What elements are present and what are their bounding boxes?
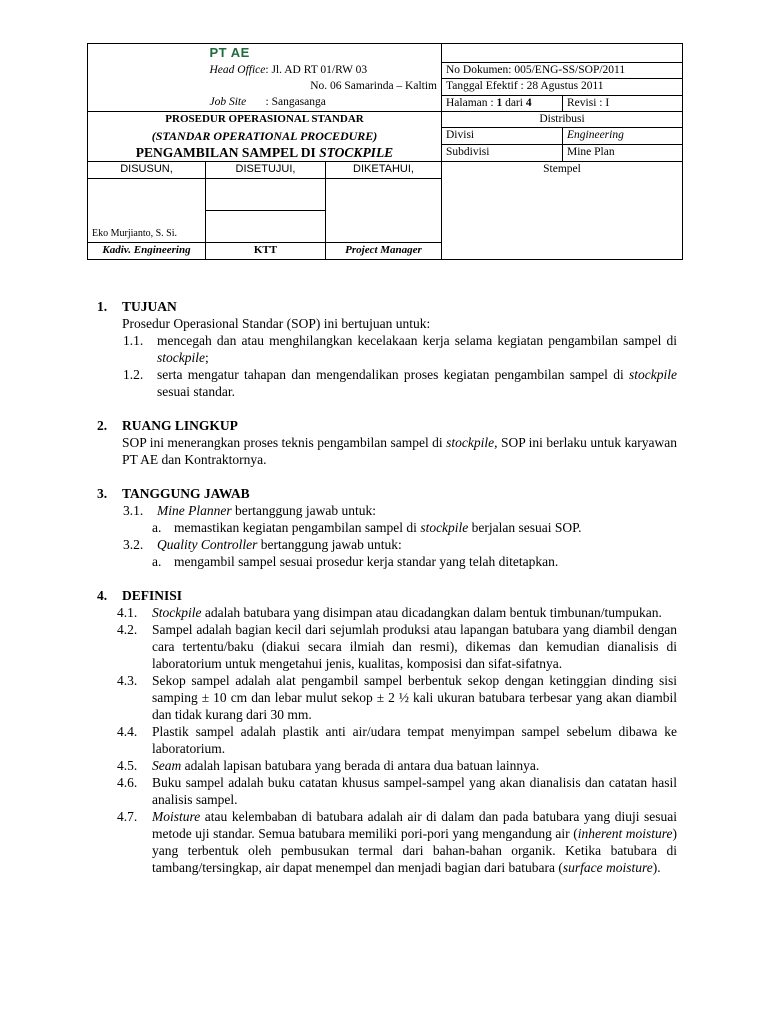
company-name: PT AE <box>209 44 250 60</box>
role-ktt: KTT <box>206 243 326 260</box>
divisi-value: Engineering <box>563 128 683 145</box>
subdivisi-value: Mine Plan <box>563 145 683 162</box>
disetujui-label: DISETUJUI, <box>206 162 326 179</box>
role-kadiv: Kadiv. Engineering <box>88 243 206 260</box>
divisi-label: Divisi <box>442 128 563 145</box>
subdivisi-label: Subdivisi <box>442 145 563 162</box>
definition-item: 4.3. Sekop sampel adalah alat pengambil sampel berbentuk sekop dengan ketinggian dinding sisi samping ± 10 cm dan lebar mulut sekop ± 2 ½ kali ukuran batubara terbesar yang akan diambil dan tidak kurang dari 30 mm. <box>117 673 677 722</box>
disusun-label: DISUSUN, <box>88 162 206 179</box>
definition-item: 4.1. Stockpile adalah batubara yang disimpan atau dicadangkan dalam bentuk timbunan/tumpukan. <box>117 605 662 620</box>
definition-item: 4.4. Plastik sampel adalah plastik anti air/udara tempat menyimpan sampel sebelum dibawa ke laboratorium. <box>117 724 677 756</box>
title-line1: PROSEDUR OPERASIONAL STANDAR <box>88 112 442 128</box>
section-tujuan <box>97 298 677 400</box>
document-header-table <box>87 43 682 286</box>
section-number: 1. <box>97 299 108 314</box>
distribution-label: Distribusi <box>442 112 683 128</box>
title-line3: PENGAMBILAN SAMPEL DI STOCKPILE <box>88 145 442 162</box>
doc-number: No Dokumen: 005/ENG-SS/SOP/2011 <box>442 63 683 79</box>
section-title: DEFINISI <box>122 588 183 603</box>
head-office-line1: : Jl. AD RT 01/RW 03 <box>265 63 368 76</box>
section-title: TUJUAN <box>122 299 177 314</box>
revision: Revisi : I <box>563 96 683 112</box>
section-text: SOP ini menerangkan proses teknis pengambilan sampel di stockpile, SOP ini berlaku untuk karyawan PT AE dan Kontraktornya. <box>122 435 677 467</box>
page-info: Halaman : 1 dari 4 <box>442 96 563 112</box>
definition-item: 4.5. Seam adalah lapisan batubara yang berada di antara dua batuan lainnya. <box>117 758 540 773</box>
definition-item: 4.7. Moisture atau kelembaban di batubara adalah air di dalam dan pada batubara yang diuji sesuai metode uji standar. Semua batubara memiliki pori-pori yang mengandung air (inherent moisture) yang terbentuk oleh pembusukan termal dari bahan-bahan organik. Ketika batubara di tambang/tersingkap, air dapat menempel dan menjadi bagian dari batubara (surface moisture). <box>117 809 677 875</box>
definition-item: 4.2. Sampel adalah bagian kecil dari sejumlah produksi atau lapangan batubara yang diambil dengan cara tertentu/baku (diakui secara ilmiah dan resmi), dikemas dan kemudian dianalisis di laboratorium untuk mengetahui jenis, kualitas, komposisi dan sifat-sifatnya. <box>117 622 677 671</box>
section-title: RUANG LINGKUP <box>122 418 238 433</box>
section-tanggung-jawab <box>97 485 677 570</box>
list-item: 1.1. mencegah dan atau menghilangkan kecelakaan kerja selama kegiatan pengambilan sampel di stockpile; <box>123 333 677 365</box>
section-number: 2. <box>97 418 108 433</box>
definition-item: 4.6. Buku sampel adalah buku catatan khusus sampel-sampel yang akan dianalisis dan catatan hasil analisis sampel. <box>117 775 677 807</box>
stempel-label: Stempel <box>442 162 683 179</box>
title-line2: (STANDAR OPERATIONAL PROCEDURE) <box>88 128 442 145</box>
job-site-value: : Sangasanga <box>265 96 326 109</box>
head-office-line2: No. 06 Samarinda – Kaltim <box>206 79 442 96</box>
list-item: 1.2. serta mengatur tahapan dan mengendalikan proses kegiatan pengambilan sampel di stockpile sesuai standar. <box>123 367 677 399</box>
list-item: a. memastikan kegiatan pengambilan sampel di stockpile berjalan sesuai SOP. <box>152 520 582 535</box>
section-intro: Prosedur Operasional Standar (SOP) ini bertujuan untuk: <box>122 316 431 331</box>
effective-date: Tanggal Efektif : 28 Agustus 2011 <box>442 79 683 96</box>
list-item: 3.2. Quality Controller bertanggung jawab untuk: <box>123 537 402 552</box>
job-site-label: Job Site <box>209 96 247 109</box>
section-definisi <box>97 587 677 876</box>
document-body <box>97 298 677 893</box>
diketahui-label: DIKETAHUI, <box>326 162 442 179</box>
section-number: 4. <box>97 588 108 603</box>
head-office-label: Head Office <box>209 63 266 76</box>
section-ruang-lingkup <box>97 417 677 468</box>
signer-name: Eko Murjianto, S. Si. <box>88 211 206 243</box>
section-title: TANGGUNG JAWAB <box>122 486 250 501</box>
list-item: a. mengambil sampel sesuai prosedur kerja standar yang telah ditetapkan. <box>152 554 559 569</box>
section-number: 3. <box>97 486 108 501</box>
role-pm: Project Manager <box>326 243 442 260</box>
list-item: 3.1. Mine Planner bertanggung jawab untuk: <box>123 503 376 518</box>
